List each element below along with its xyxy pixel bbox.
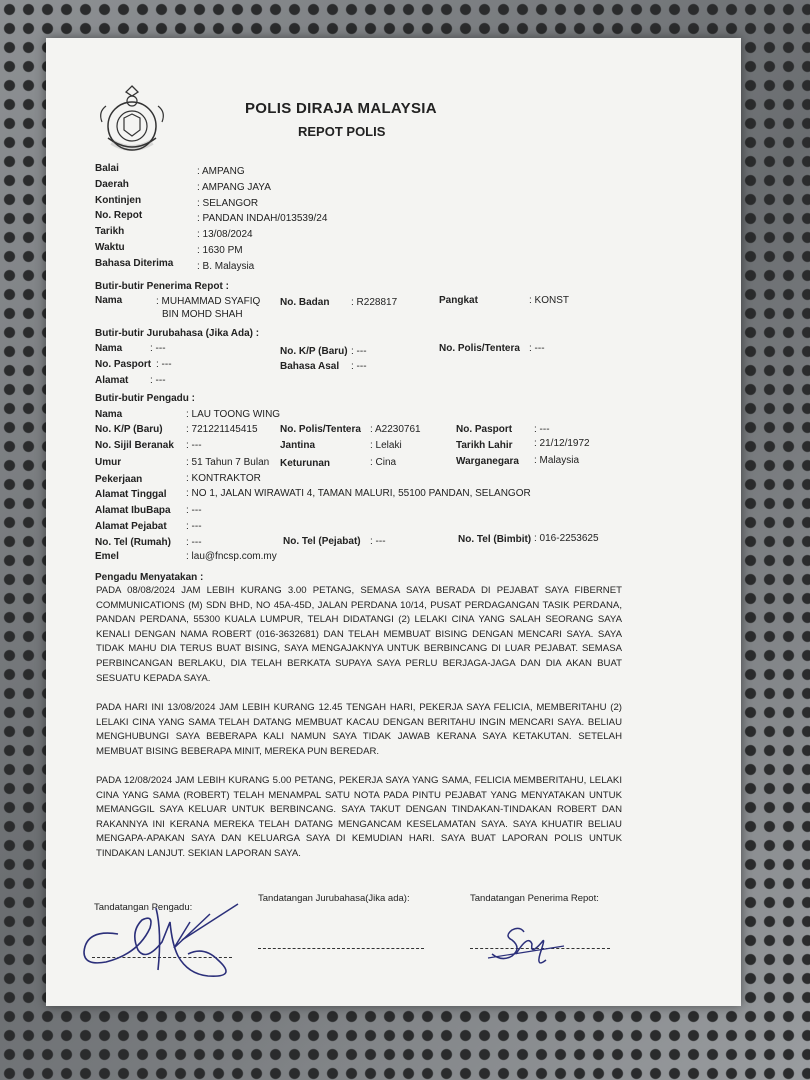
jurubahasa-signature-label: Tandatangan Jurubahasa(Jika ada):: [258, 893, 410, 904]
statement-paragraph-1: PADA 08/08/2024 JAM LEBIH KURANG 3.00 PETANG, SEMASA SAYA BERADA DI PEJABAT SAYA FIBERNET COMMUNICATIONS (M) SDN BHD, NO 45A-45D, JALAN PERDANA 10/14, PUSAT PERDAGANGAN TASIK PERDANA, PANDAN PERDANA, 55300 KUALA LUMPUR, TELAH DIDATANGI (2) LELAKI CINA YANG SALAH SEORANG SAYA KENALI DENGAN NAMA ROBERT (016-3632681) DAN TELAH MEMBUAT BISING DENGAN MENCARI SAYA. SAYA TIDAK MAHU DIA TERUS BUAT BISING, SAYA MENGAJAKNYA UNTUK BERBINCANG DI LUAR PEJABAT. SEMASA PERBINCANGAN BERLAKU, DIA TELAH BERKATA SUPAYA SAYA PERLU BERJAGA-JAGA DAN DIA AKAN BUAT SESUATU KEPADA SAYA.: [96, 585, 622, 684]
pengadu-polis-value: : A2230761: [370, 424, 421, 435]
alamat-ibubapa-value: : ---: [186, 505, 202, 516]
pengadu-kp-label: No. K/P (Baru): [95, 424, 163, 435]
penerima-section-title: Butir-butir Penerima Repot :: [95, 281, 229, 292]
pengadu-signature-image: [78, 884, 243, 982]
jurubahasa-nama-label: Nama: [95, 343, 123, 354]
waktu-value: : 1630 PM: [197, 245, 243, 256]
pengadu-pasport-value: : ---: [534, 424, 550, 435]
pengadu-nama-value: : LAU TOONG WING: [186, 409, 281, 420]
tel-bimbit-value: : 016-2253625: [534, 533, 599, 544]
pengadu-signature-label: Tandatangan Pengadu:: [94, 902, 193, 913]
police-report-document: [46, 38, 741, 1006]
no-repot-value: : PANDAN INDAH/013539/24: [197, 213, 328, 224]
pekerjaan-value: : KONTRAKTOR: [186, 473, 261, 484]
no-repot-label: No. Repot: [95, 210, 143, 221]
penerima-nama-value-line2: BIN MOHD SHAH: [162, 309, 243, 320]
alamat-tinggal-value: : NO 1, JALAN WIRAWATI 4, TAMAN MALURI, 55100 PANDAN, SELANGOR: [186, 488, 531, 499]
bahasa-value: : B. Malaysia: [197, 261, 255, 272]
alamat-pejabat-label: Alamat Pejabat: [95, 521, 167, 532]
tel-pejabat-label: No. Tel (Pejabat): [283, 536, 361, 547]
pangkat-value: : KONST: [529, 295, 570, 306]
emel-value: : lau@fncsp.com.my: [186, 551, 277, 562]
tarikh-lahir-value: : 21/12/1972: [534, 438, 590, 449]
kontinjen-value: : SELANGOR: [197, 198, 259, 209]
jurubahasa-alamat-label: Alamat: [95, 375, 129, 386]
jantina-label: Jantina: [280, 440, 316, 451]
bahasa-asal-value: : ---: [351, 361, 367, 372]
pekerjaan-label: Pekerjaan: [95, 474, 143, 485]
tel-bimbit-label: No. Tel (Bimbit): [458, 534, 532, 545]
pangkat-label: Pangkat: [439, 295, 478, 306]
bahasa-asal-label: Bahasa Asal: [280, 361, 340, 372]
agency-name: POLIS DIRAJA MALAYSIA: [245, 100, 437, 117]
alamat-pejabat-value: : ---: [186, 521, 202, 532]
balai-label: Balai: [95, 163, 119, 174]
statement-title: Pengadu Menyatakan :: [95, 572, 204, 583]
jurubahasa-alamat-value: : ---: [150, 375, 166, 386]
jurubahasa-polis-label: No. Polis/Tentera: [439, 343, 520, 354]
penerima-signature-label: Tandatangan Penerima Repot:: [470, 893, 599, 904]
jurubahasa-section-title: Butir-butir Jurubahasa (Jika Ada) :: [95, 328, 260, 339]
jurubahasa-kp-value: : ---: [351, 346, 367, 357]
alamat-tinggal-label: Alamat Tinggal: [95, 489, 167, 500]
keturunan-value: : Cina: [370, 457, 397, 468]
tarikh-label: Tarikh: [95, 226, 125, 237]
pengadu-nama-label: Nama: [95, 409, 123, 420]
daerah-label: Daerah: [95, 179, 129, 190]
statement-paragraph-2: PADA HARI INI 13/08/2024 JAM LEBIH KURANG 12.45 TENGAH HARI, PEKERJA SAYA FELICIA, MEMBERITAHU (2) LELAKI CINA YANG SAMA TELAH DATANG MEMBUAT KACAU DENGAN BERITAHU INGIN MENCARI SAYA. BELIAU MENGHUBUNGI SAYA BEBERAPA KALI NAMUN SAYA TIDAK JAWAB KERANA SAYA KETAKUTAN. SETELAH MEMBUAT BISING BEBERAPA MINIT, MEREKA PUN BEREDAR.: [96, 702, 622, 757]
umur-value: : 51 Tahun 7 Bulan: [186, 457, 270, 468]
jurubahasa-signature-line: [258, 948, 424, 949]
keturunan-label: Keturunan: [280, 458, 330, 469]
jurubahasa-polis-value: : ---: [529, 343, 545, 354]
no-badan-value: : R228817: [351, 297, 398, 308]
umur-label: Umur: [95, 457, 122, 468]
police-crest-logo: [94, 82, 170, 158]
tel-pejabat-value: : ---: [370, 536, 386, 547]
penerima-signature-image: [486, 914, 566, 972]
document-title: REPOT POLIS: [298, 124, 386, 139]
penerima-nama-value: : MUHAMMAD SYAFIQ: [156, 296, 261, 307]
waktu-label: Waktu: [95, 242, 125, 253]
tarikh-lahir-label: Tarikh Lahir: [456, 440, 513, 451]
pengadu-kp-value: : 721221145415: [186, 424, 258, 435]
jurubahasa-pasport-value: : ---: [156, 359, 172, 370]
jurubahasa-nama-value: : ---: [150, 343, 166, 354]
jurubahasa-pasport-label: No. Pasport: [95, 359, 152, 370]
jantina-value: : Lelaki: [370, 440, 402, 451]
pengadu-pasport-label: No. Pasport: [456, 424, 513, 435]
emel-label: Emel: [95, 551, 119, 562]
pengadu-section-title: Butir-butir Pengadu :: [95, 393, 195, 404]
tel-rumah-value: : ---: [186, 537, 202, 548]
penerima-nama-label: Nama: [95, 295, 123, 306]
alamat-ibubapa-label: Alamat IbuBapa: [95, 505, 171, 516]
bahasa-label: Bahasa Diterima: [95, 258, 174, 269]
no-badan-label: No. Badan: [280, 297, 330, 308]
sijil-beranak-value: : ---: [186, 440, 202, 451]
warganegara-label: Warganegara: [456, 456, 519, 467]
tarikh-value: : 13/08/2024: [197, 229, 253, 240]
pengadu-polis-label: No. Polis/Tentera: [280, 424, 361, 435]
tel-rumah-label: No. Tel (Rumah): [95, 537, 171, 548]
jurubahasa-kp-label: No. K/P (Baru): [280, 346, 348, 357]
statement-paragraph-3: PADA 12/08/2024 JAM LEBIH KURANG 5.00 PETANG, PEKERJA SAYA YANG SAMA, FELICIA MEMBERITAHU, LELAKI CINA YANG SAMA (ROBERT) TELAH MENAMPAL SATU NOTA PADA PINTU PEJABAT YANG MENYATAKAN UNTUK MEMANGGIL SAYA KELUAR UNTUK BERBINCANG. SAYA TAKUT DENGAN TINDAKAN-TINDAKAN ROBERT DAN RAKANNYA INI KERANA MEREKA TELAH DATANG MENGANCAM KESELAMATAN SAYA. SAYA KHUATIR BELIAU MENGAPA-APAKAN SAYA DAN KELUARGA SAYA DI KEMUDIAN HARI. SAYA BUAT LAPORAN POLIS UNTUK TINDAKAN LANJUT. SEKIAN LAPORAN SAYA.: [96, 775, 622, 859]
warganegara-value: : Malaysia: [534, 455, 580, 466]
sijil-beranak-label: No. Sijil Beranak: [95, 440, 174, 451]
daerah-value: : AMPANG JAYA: [197, 182, 271, 193]
kontinjen-label: Kontinjen: [95, 195, 142, 206]
balai-value: : AMPANG: [197, 166, 245, 177]
